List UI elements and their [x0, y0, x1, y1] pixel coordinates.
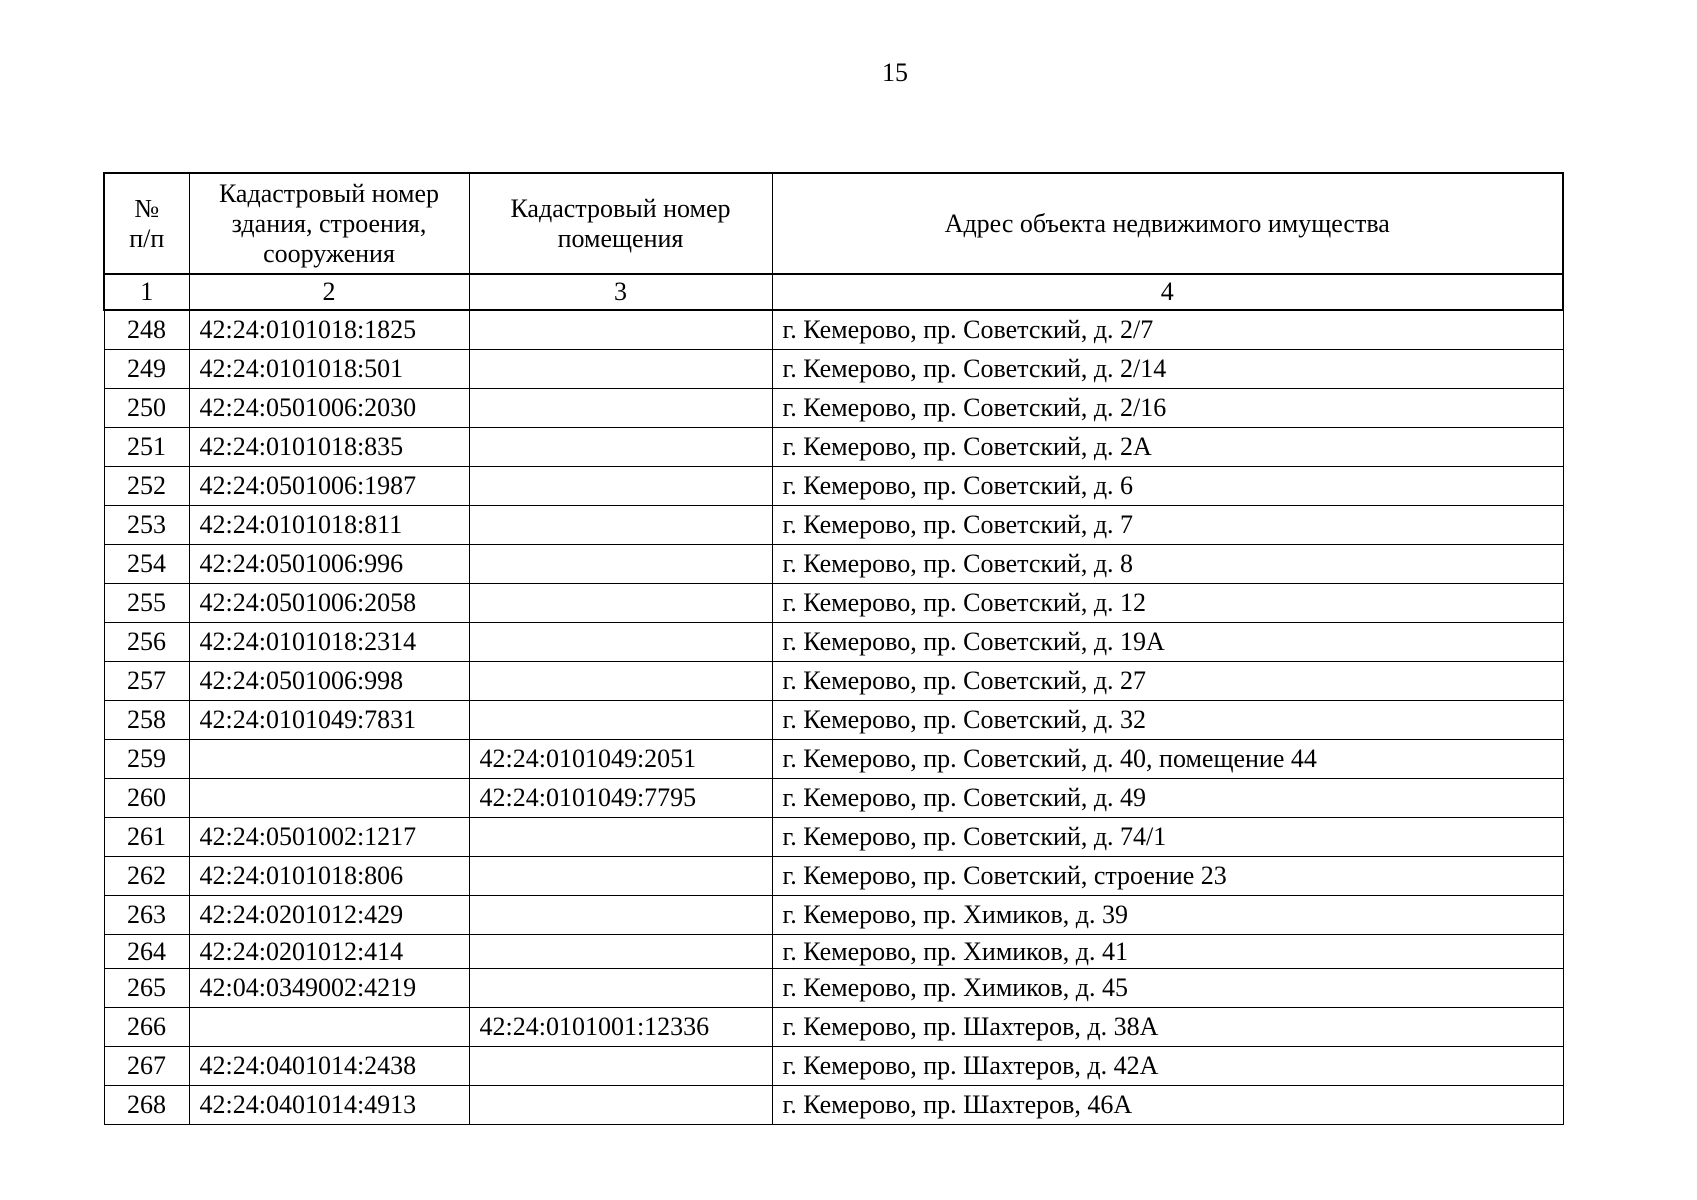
table-row: [104, 467, 1563, 506]
address-cell: г. Кемерово, пр. Советский, д. 32: [772, 701, 1563, 740]
room-cadastral-cell: [469, 389, 772, 428]
room-cadastral-cell: [469, 662, 772, 701]
table-row: [104, 310, 1563, 350]
row-number-cell: 250: [104, 389, 189, 428]
address-cell: г. Кемерово, пр. Химиков, д. 41: [772, 935, 1563, 969]
room-cadastral-cell: [469, 701, 772, 740]
address-cell: г. Кемерово, пр. Советский, д. 8: [772, 545, 1563, 584]
column-number: 3: [469, 274, 772, 310]
address-cell: г. Кемерово, пр. Советский, д. 19А: [772, 623, 1563, 662]
building-cadastral-cell: 42:24:0501006:1987: [189, 467, 469, 506]
header-number: [104, 173, 189, 274]
row-number-cell: 255: [104, 584, 189, 623]
row-number-cell: 265: [104, 969, 189, 1008]
building-cadastral-cell: 42:24:0101018:2314: [189, 623, 469, 662]
building-cadastral-cell: 42:24:0201012:414: [189, 935, 469, 969]
address-cell: г. Кемерово, пр. Советский, д. 40, помещение 44: [772, 740, 1563, 779]
room-cadastral-cell: 42:24:0101001:12336: [469, 1008, 772, 1047]
address-cell: г. Кемерово, пр. Советский, д. 27: [772, 662, 1563, 701]
building-cadastral-cell: 42:24:0501006:2058: [189, 584, 469, 623]
address-cell: г. Кемерово, пр. Советский, д. 2/16: [772, 389, 1563, 428]
room-cadastral-cell: [469, 467, 772, 506]
address-cell: г. Кемерово, пр. Советский, д. 2/7: [772, 310, 1563, 350]
room-cadastral-cell: [469, 428, 772, 467]
room-cadastral-cell: [469, 545, 772, 584]
row-number-cell: 254: [104, 545, 189, 584]
table-row: [104, 969, 1563, 1008]
building-cadastral-cell: 42:24:0501006:2030: [189, 389, 469, 428]
room-cadastral-cell: [469, 310, 772, 350]
column-numbers-row: [104, 274, 1563, 310]
column-number: 4: [772, 274, 1563, 310]
room-cadastral-cell: [469, 935, 772, 969]
building-cadastral-cell: [189, 1008, 469, 1047]
address-cell: г. Кемерово, пр. Советский, д. 6: [772, 467, 1563, 506]
room-cadastral-cell: [469, 584, 772, 623]
property-table: [103, 172, 1564, 1125]
room-cadastral-cell: [469, 623, 772, 662]
address-cell: г. Кемерово, пр. Шахтеров, 46А: [772, 1086, 1563, 1125]
building-cadastral-cell: 42:24:0101018:835: [189, 428, 469, 467]
row-number-cell: 252: [104, 467, 189, 506]
address-cell: г. Кемерово, пр. Советский, д. 12: [772, 584, 1563, 623]
header-building-cadastral: [189, 173, 469, 274]
table-row: [104, 740, 1563, 779]
building-cadastral-cell: 42:24:0101018:811: [189, 506, 469, 545]
building-cadastral-cell: 42:24:0501006:996: [189, 545, 469, 584]
building-cadastral-cell: 42:24:0501002:1217: [189, 818, 469, 857]
row-number-cell: 248: [104, 310, 189, 350]
table-row: [104, 545, 1563, 584]
table-row: [104, 857, 1563, 896]
building-cadastral-cell: 42:24:0101018:501: [189, 350, 469, 389]
building-cadastral-cell: 42:24:0201012:429: [189, 896, 469, 935]
row-number-cell: 253: [104, 506, 189, 545]
building-cadastral-cell: 42:24:0101049:7831: [189, 701, 469, 740]
table-row: [104, 623, 1563, 662]
table-row: [104, 779, 1563, 818]
row-number-cell: 249: [104, 350, 189, 389]
room-cadastral-cell: [469, 969, 772, 1008]
table-row: [104, 1008, 1563, 1047]
row-number-cell: 263: [104, 896, 189, 935]
address-cell: г. Кемерово, пр. Советский, д. 74/1: [772, 818, 1563, 857]
room-cadastral-cell: 42:24:0101049:7795: [469, 779, 772, 818]
room-cadastral-cell: [469, 857, 772, 896]
table-row: [104, 818, 1563, 857]
header-room-cadastral: [469, 173, 772, 274]
room-cadastral-cell: 42:24:0101049:2051: [469, 740, 772, 779]
building-cadastral-cell: 42:24:0401014:2438: [189, 1047, 469, 1086]
row-number-cell: 258: [104, 701, 189, 740]
room-cadastral-cell: [469, 818, 772, 857]
row-number-cell: 257: [104, 662, 189, 701]
building-cadastral-cell: [189, 779, 469, 818]
row-number-cell: 256: [104, 623, 189, 662]
address-cell: г. Кемерово, пр. Советский, д. 2/14: [772, 350, 1563, 389]
column-number: 1: [104, 274, 189, 310]
address-cell: г. Кемерово, пр. Советский, д. 49: [772, 779, 1563, 818]
table-row: [104, 935, 1563, 969]
building-cadastral-cell: 42:24:0401014:4913: [189, 1086, 469, 1125]
row-number-cell: 260: [104, 779, 189, 818]
building-cadastral-cell: 42:24:0101018:1825: [189, 310, 469, 350]
address-cell: г. Кемерово, пр. Советский, д. 2А: [772, 428, 1563, 467]
row-number-cell: 261: [104, 818, 189, 857]
building-cadastral-cell: 42:24:0501006:998: [189, 662, 469, 701]
header-address-label: Адрес объекта недвижимого имущества: [944, 208, 1390, 238]
room-cadastral-cell: [469, 1086, 772, 1125]
row-number-cell: 262: [104, 857, 189, 896]
address-cell: г. Кемерово, пр. Химиков, д. 39: [772, 896, 1563, 935]
header-room-cadastral-label: Кадастровый номер помещения: [510, 193, 731, 253]
header-building-cadastral-label: Кадастровый номер здания, строения, сооружения: [218, 178, 440, 268]
row-number-cell: 268: [104, 1086, 189, 1125]
address-cell: г. Кемерово, пр. Советский, строение 23: [772, 857, 1563, 896]
address-cell: г. Кемерово, пр. Шахтеров, д. 38А: [772, 1008, 1563, 1047]
room-cadastral-cell: [469, 896, 772, 935]
page-number: 15: [882, 58, 908, 87]
room-cadastral-cell: [469, 1047, 772, 1086]
table-row: [104, 1086, 1563, 1125]
table-row: [104, 584, 1563, 623]
address-cell: г. Кемерово, пр. Шахтеров, д. 42А: [772, 1047, 1563, 1086]
table-row: [104, 389, 1563, 428]
table-row: [104, 1047, 1563, 1086]
table-header-row: [104, 173, 1563, 274]
table-row: [104, 350, 1563, 389]
row-number-cell: 267: [104, 1047, 189, 1086]
table-row: [104, 896, 1563, 935]
address-cell: г. Кемерово, пр. Советский, д. 7: [772, 506, 1563, 545]
room-cadastral-cell: [469, 350, 772, 389]
room-cadastral-cell: [469, 506, 772, 545]
row-number-cell: 264: [104, 935, 189, 969]
row-number-cell: 251: [104, 428, 189, 467]
row-number-cell: 259: [104, 740, 189, 779]
header-address: [772, 173, 1563, 274]
table-row: [104, 428, 1563, 467]
address-cell: г. Кемерово, пр. Химиков, д. 45: [772, 969, 1563, 1008]
header-number-label: № п/п: [129, 193, 165, 253]
table-body: [104, 310, 1563, 1125]
building-cadastral-cell: 42:04:0349002:4219: [189, 969, 469, 1008]
building-cadastral-cell: 42:24:0101018:806: [189, 857, 469, 896]
row-number-cell: 266: [104, 1008, 189, 1047]
table-row: [104, 662, 1563, 701]
column-number: 2: [189, 274, 469, 310]
table-row: [104, 506, 1563, 545]
table-row: [104, 701, 1563, 740]
building-cadastral-cell: [189, 740, 469, 779]
